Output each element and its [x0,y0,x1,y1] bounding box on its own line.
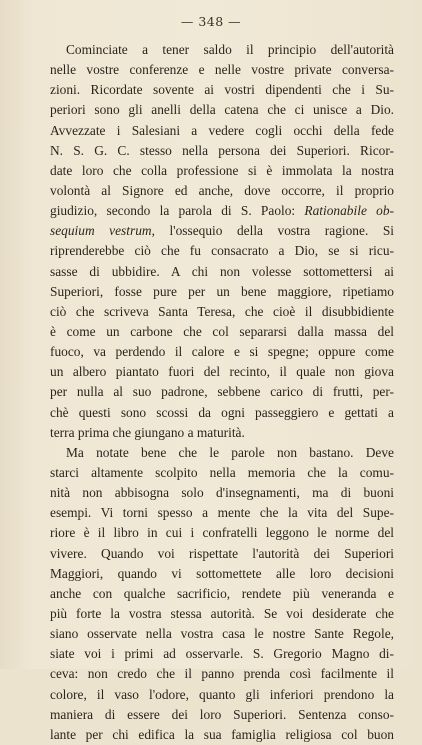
text-line: Avvezzate i Salesiani a vedere cogli occhi della fede [50,122,394,138]
text-line: date loro che colla professione si è immolata la nostra [50,162,394,178]
body-text [50,40,394,745]
text-line: Maggiori, quando vi sottomettete alle loro decisioni [50,565,394,581]
text-line: riprenderebbe ciò che fu consacrato a Dio, se si ricu- [50,243,394,259]
text-line: ceva: non credo che il panno prenda così facilmente il [50,666,394,682]
text-line: N. S. G. C. stesso nella persona dei Superiori. Ricor- [50,142,394,158]
text-line: fuoco, va perdendo il calore e si spegne; oppure come [50,344,394,360]
text-line: nelle vostre conferenze e nelle vostre private conversa- [50,62,394,78]
text-line: un albero piantato fuori del recinto, il quale non giova [50,364,394,380]
text-line: per nulla al suo padrone, sebbene carico di frutti, per- [50,384,394,400]
text-line: Cominciate a tener saldo il principio dell'autorità [66,42,394,57]
text-line: ciò che scriveva Santa Teresa, che cioè il disubbidiente [50,303,394,319]
page-number: — 348 — [180,14,242,29]
text-line: giudizio, secondo la parola di S. Paolo: Rationabile ob- [50,203,394,219]
latin-quote: Rationabile ob- [304,203,394,219]
text-line: siano osservate nella vostra casa le nostre Sante Regole, [50,626,394,642]
text-line: anche con qualche sacrificio, rendete più veneranda e [50,585,394,601]
text-line: periori sono gli anelli della catena che ci unisce a Dio. [50,102,394,118]
text-line: Superiori, fosse pure per un bene maggiore, ripetiamo [50,283,394,299]
text-line: chè questi sono scossi da ogni passeggiero e gettati a [50,404,394,420]
text-line: terra prima che giungano a maturità. [50,424,245,440]
text-line: esempi. Vi torni spesso a mente che la vita del Supe- [50,505,394,521]
text-line: Ma notate bene che le parole non bastano. Deve [66,444,394,460]
text-line: volontà al Signore ed anche, dove occorre, il proprio [50,182,394,198]
text-line: sasse di ubbidire. A chi non volesse sottomettersi ai [50,263,394,279]
text-line: lante per chi edifica la sua famiglia religiosa col buon [50,726,394,742]
text-line: zioni. Ricordate sovente ai vostri dipendenti che i Su- [50,82,394,98]
text-line: è come un carbone che col separarsi dalla massa del [50,323,394,339]
text-line: nità non abbisogna solo d'insegnamenti, ma di buoni [50,485,394,501]
text-line: siate voi i primi ad osservarle. S. Gregorio Magno di- [50,646,394,662]
text-line: riore è il libro in cui i confratelli leggono le norme del [50,525,394,541]
text-line: sequium vestrum, l'ossequio della vostra ragione. Si [50,223,394,239]
text-line: vivere. Quando voi rispettate l'autorità dei Superiori [50,545,394,561]
text-line: maniera di essere dei loro Superiori. Sentenza conso- [50,706,394,722]
text-line: colore, il vaso l'odore, quanto gli inferiori prendono la [50,686,394,702]
text-line: più forte la vostra stessa autorità. Se voi desiderate che [50,605,394,621]
latin-quote: sequium vestrum [50,223,152,239]
text-line: starci altamente scolpito nella memoria che la comu- [50,464,394,480]
